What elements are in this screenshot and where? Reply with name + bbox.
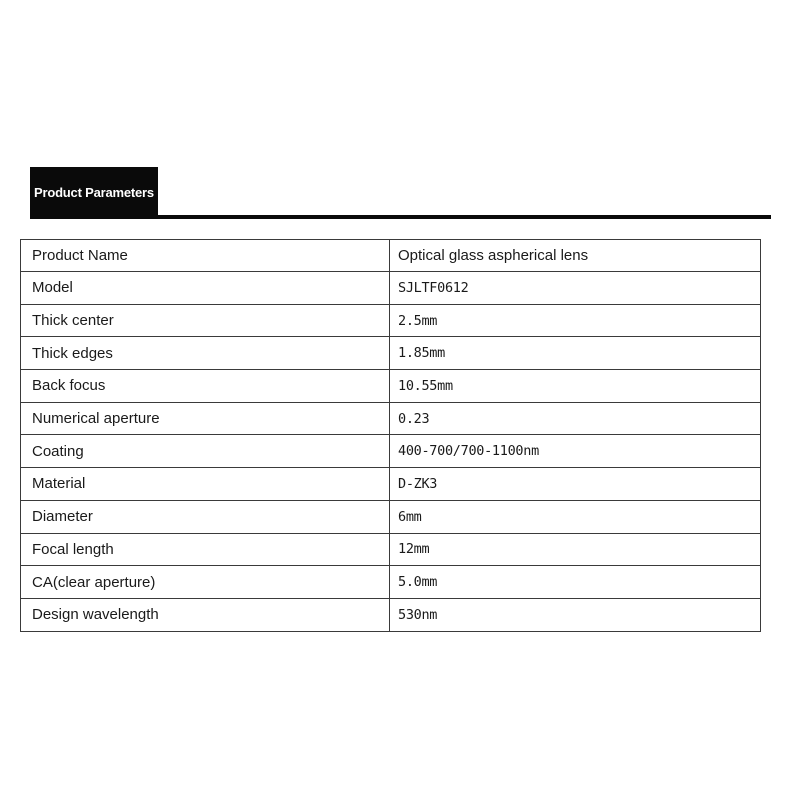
param-value: 2.5mm xyxy=(390,304,761,337)
table-row xyxy=(21,435,761,468)
parameters-table xyxy=(20,239,761,632)
param-label: Coating xyxy=(21,435,390,468)
param-value: 530nm xyxy=(390,598,761,631)
param-label: Model xyxy=(21,272,390,305)
param-value: 5.0mm xyxy=(390,566,761,599)
table-row xyxy=(21,468,761,501)
table-row xyxy=(21,533,761,566)
param-label: Focal length xyxy=(21,533,390,566)
table-row xyxy=(21,500,761,533)
section-divider xyxy=(30,215,771,219)
table-row xyxy=(21,337,761,370)
section-title: Product Parameters xyxy=(30,167,158,219)
param-label: Product Name xyxy=(21,240,390,272)
param-value: 1.85mm xyxy=(390,337,761,370)
param-value: SJLTF0612 xyxy=(390,272,761,305)
param-label: Thick edges xyxy=(21,337,390,370)
table-row xyxy=(21,304,761,337)
table-row xyxy=(21,370,761,403)
table-row xyxy=(21,402,761,435)
table-row xyxy=(21,240,761,272)
table-row xyxy=(21,272,761,305)
param-label: Diameter xyxy=(21,500,390,533)
table-row xyxy=(21,598,761,631)
param-label: Numerical aperture xyxy=(21,402,390,435)
param-value: 400-700/700-1100nm xyxy=(390,435,761,468)
param-label: Design wavelength xyxy=(21,598,390,631)
param-value: 12mm xyxy=(390,533,761,566)
param-label: Back focus xyxy=(21,370,390,403)
param-value: Optical glass aspherical lens xyxy=(390,240,761,272)
param-label: CA(clear aperture) xyxy=(21,566,390,599)
param-value: 6mm xyxy=(390,500,761,533)
param-label: Thick center xyxy=(21,304,390,337)
param-value: 0.23 xyxy=(390,402,761,435)
param-value: 10.55mm xyxy=(390,370,761,403)
param-value: D-ZK3 xyxy=(390,468,761,501)
param-label: Material xyxy=(21,468,390,501)
table-row xyxy=(21,566,761,599)
